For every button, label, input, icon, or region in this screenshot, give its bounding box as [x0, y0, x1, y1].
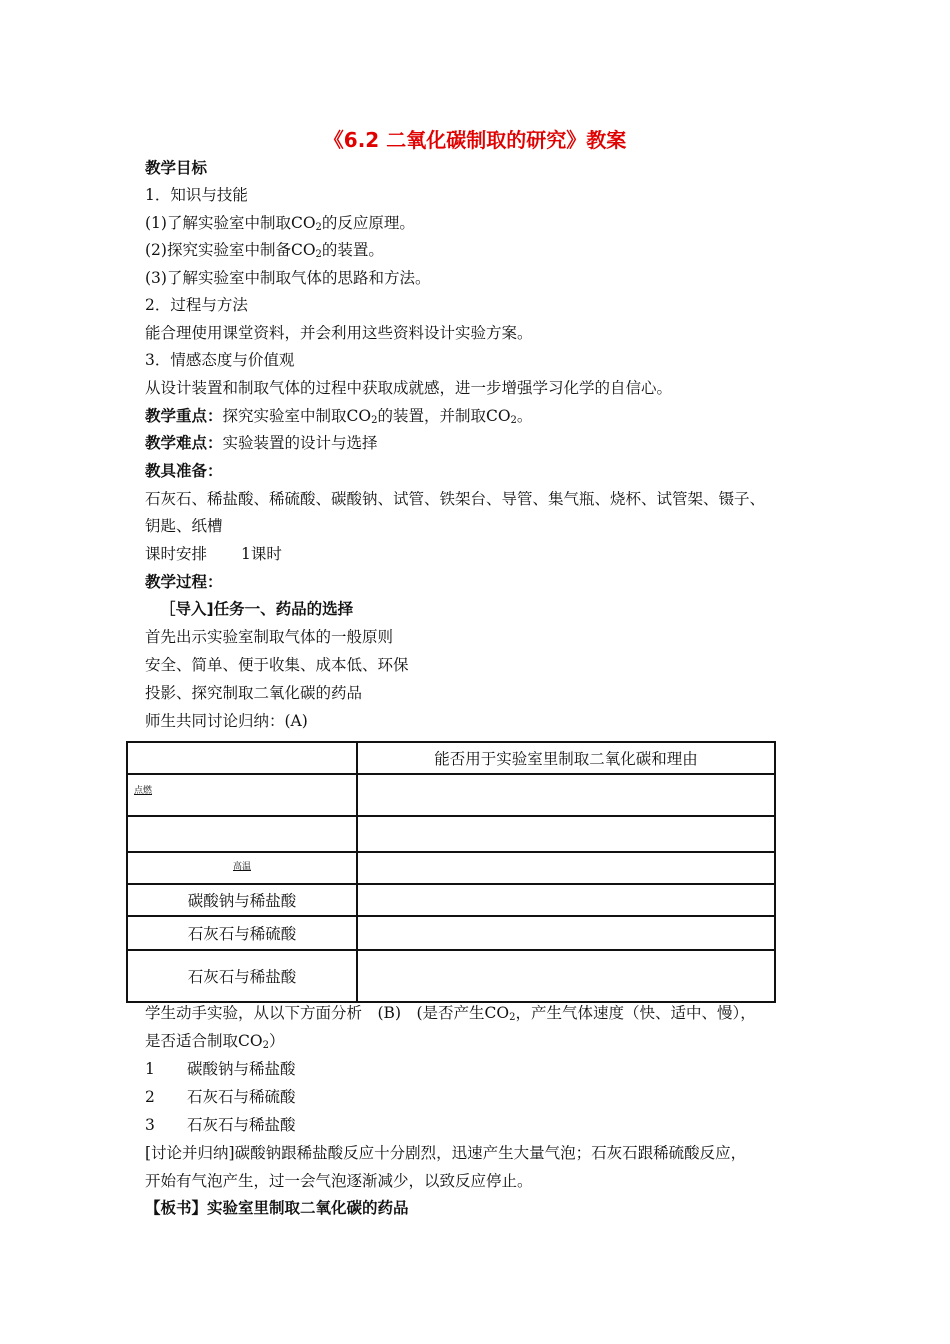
- table-row: [127, 950, 775, 1002]
- process-p1: 首先出示实验室制取气体的一般原则: [145, 628, 394, 646]
- table-row: [127, 816, 775, 852]
- process-p3: 投影、探究制取二氧化碳的药品: [145, 684, 363, 702]
- tools-heading: 教具准备：: [145, 462, 223, 480]
- process-intro: ［导入]任务一、药品的选择: [160, 600, 354, 618]
- table-cell: [357, 852, 775, 884]
- tools-line-2: 钥匙、纸槽: [145, 517, 223, 535]
- board-note: 【板书】实验室里制取二氧化碳的药品: [145, 1199, 409, 1217]
- discussion-line-1: [讨论并归纳]碳酸钠跟稀盐酸反应十分剧烈，迅速产生大量气泡；石灰石跟稀硫酸反应，: [145, 1144, 747, 1162]
- table-cell: [357, 950, 775, 1002]
- goals-section-2: 2．过程与方法: [145, 296, 248, 314]
- table-row: [127, 916, 775, 950]
- table-header-row: [127, 742, 775, 774]
- table-row-label: 碳酸钠与稀盐酸: [127, 884, 357, 916]
- page-title: 《6.2 二氧化碳制取的研究》教案: [323, 128, 627, 152]
- table-cell: [357, 916, 775, 950]
- goals-section-3-text: 从设计装置和制取气体的过程中获取成就感，进一步增强学习化学的自信心。: [145, 379, 673, 397]
- table-header-empty: [127, 742, 357, 774]
- discussion-table: [126, 741, 776, 1003]
- goals-item-1: (1)了解实验室中制取$CO_2$的反应原理。: [145, 214, 415, 233]
- process-heading: 教学过程：: [145, 573, 223, 591]
- table-row: [127, 852, 775, 884]
- schedule: 课时安排 1课时: [145, 545, 282, 563]
- table-row-label: 石灰石与稀盐酸: [127, 950, 357, 1002]
- table-cell: [357, 884, 775, 916]
- table-row: [127, 774, 775, 816]
- table-cell: [357, 816, 775, 852]
- table-header-cell: 能否用于实验室里制取二氧化碳和理由: [357, 742, 775, 774]
- list-item: 3 石灰石与稀盐酸: [145, 1116, 296, 1134]
- discussion-line-2: 开始有气泡产生，过一会气泡逐渐减少，以致反应停止。: [145, 1172, 533, 1190]
- key-point: 教学重点：探究实验室中制取$CO_2$的装置，并制取$CO_2$。: [145, 407, 533, 426]
- tools-line-1: 石灰石、稀盐酸、稀硫酸、碳酸钠、试管、铁架台、导管、集气瓶、烧杯、试管架、镊子、: [145, 490, 766, 508]
- list-item: 1 碳酸钠与稀盐酸: [145, 1060, 296, 1078]
- list-item: 2 石灰石与稀硫酸: [145, 1088, 296, 1106]
- table-row-label: [127, 816, 357, 852]
- goals-section-1: 1．知识与技能: [145, 186, 248, 204]
- process-p2: 安全、简单、便于收集、成本低、环保: [145, 656, 409, 674]
- goals-section-3: 3．情感态度与价值观: [145, 351, 295, 369]
- table-row-label: 点燃: [134, 786, 153, 796]
- process-p4: 师生共同讨论归纳：(A): [145, 712, 308, 730]
- table-cell: [357, 774, 775, 816]
- after-line-1: 学生动手实验，从以下方面分析 (B) (是否产生$CO_2$，产生气体速度（快、适中、慢），: [145, 1004, 756, 1023]
- difficult-point: 教学难点：实验装置的设计与选择: [145, 434, 378, 452]
- goals-section-2-text: 能合理使用课堂资料，并会利用这些资料设计实验方案。: [145, 324, 533, 342]
- goals-heading: 教学目标: [145, 159, 208, 177]
- goals-item-2: (2)探究实验室中制备$CO_2$的装置。: [145, 241, 384, 260]
- goals-item-3: (3)了解实验室中制取气体的思路和方法。: [145, 269, 431, 287]
- after-line-2: 是否适合制取$CO_2$）: [145, 1032, 285, 1051]
- table-row: [127, 884, 775, 916]
- table-row-label: 石灰石与稀硫酸: [127, 916, 357, 950]
- table-row-label: 高温: [232, 862, 251, 872]
